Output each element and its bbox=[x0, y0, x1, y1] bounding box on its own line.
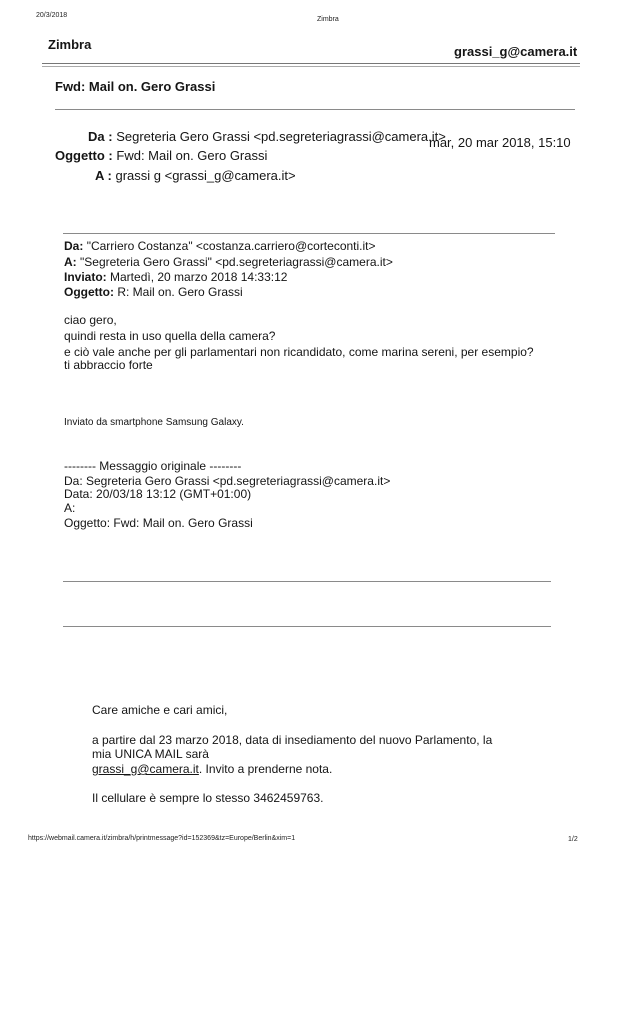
subject-row bbox=[55, 148, 267, 163]
letter-greeting: Care amiche e cari amici, bbox=[92, 703, 228, 717]
print-url: https://webmail.camera.it/zimbra/h/printmessage?id=152369&tz=Europe/Berlin&xim=1 bbox=[28, 835, 296, 842]
quoted-divider bbox=[63, 581, 551, 582]
reply-signature: Inviato da smartphone Samsung Galaxy. bbox=[64, 417, 244, 428]
letter-line: a partire dal 23 marzo 2018, data di insediamento del nuovo Parlamento, la bbox=[92, 733, 493, 747]
reply-subject-label: Oggetto: bbox=[64, 285, 114, 299]
quoted-divider bbox=[63, 626, 551, 627]
to-label: A : bbox=[95, 168, 112, 183]
original-separator: -------- Messaggio originale -------- bbox=[64, 459, 242, 473]
body-divider bbox=[63, 233, 555, 234]
from-label: Da : bbox=[88, 129, 113, 144]
message-subject: Fwd: Mail on. Gero Grassi bbox=[55, 79, 216, 94]
reply-from-label: Da: bbox=[64, 239, 84, 253]
reply-sent-value: Martedì, 20 marzo 2018 14:33:12 bbox=[110, 270, 288, 284]
reply-body-line: e ciò vale anche per gli parlamentari non ricandidato, come marina sereni, per esempio? bbox=[64, 345, 534, 359]
print-date: 20/3/2018 bbox=[36, 12, 68, 19]
reply-subject-value: R: Mail on. Gero Grassi bbox=[117, 285, 243, 299]
subject-divider bbox=[55, 109, 575, 110]
header-divider bbox=[42, 63, 580, 67]
reply-from-value: "Carriero Costanza" <costanza.carriero@corteconti.it> bbox=[86, 239, 376, 253]
print-title: Zimbra bbox=[317, 16, 339, 23]
letter-line-rest: . Invito a prenderne nota. bbox=[198, 762, 333, 776]
reply-subject-row bbox=[64, 286, 243, 299]
reply-sent-label: Inviato: bbox=[64, 270, 107, 284]
original-subject: Oggetto: Fwd: Mail on. Gero Grassi bbox=[64, 516, 253, 530]
reply-to-label: A: bbox=[64, 255, 77, 269]
to-row bbox=[95, 168, 296, 183]
reply-body-line: ti abbraccio forte bbox=[64, 358, 153, 372]
email-link[interactable]: grassi_g@camera.it bbox=[92, 762, 199, 776]
subject-value: Fwd: Mail on. Gero Grassi bbox=[116, 148, 268, 163]
original-from: Da: Segreteria Gero Grassi <pd.segreteriagrassi@camera.it> bbox=[64, 474, 391, 488]
from-row bbox=[88, 129, 446, 144]
brand-name: Zimbra bbox=[48, 37, 92, 52]
subject-label: Oggetto : bbox=[55, 148, 113, 163]
account-email: grassi_g@camera.it bbox=[454, 44, 578, 59]
original-date: Data: 20/03/18 13:12 (GMT+01:00) bbox=[64, 487, 252, 501]
message-date: mar, 20 mar 2018, 15:10 bbox=[429, 135, 571, 150]
reply-from-row bbox=[64, 240, 376, 253]
reply-body-line: quindi resta in uso quella della camera? bbox=[64, 329, 276, 343]
original-to: A: bbox=[64, 501, 76, 515]
reply-to-value: "Segreteria Gero Grassi" <pd.segreteriagrassi@camera.it> bbox=[80, 255, 393, 269]
letter-phone: Il cellulare è sempre lo stesso 3462459763. bbox=[92, 791, 324, 805]
letter-line: mia UNICA MAIL sarà bbox=[92, 747, 209, 761]
from-value: Segreteria Gero Grassi <pd.segreteriagrassi@camera.it> bbox=[116, 129, 446, 144]
reply-sent-row bbox=[64, 271, 287, 284]
to-value: grassi g <grassi_g@camera.it> bbox=[115, 168, 296, 183]
reply-body-line: ciao gero, bbox=[64, 313, 117, 327]
page-number: 1/2 bbox=[568, 836, 578, 843]
reply-to-row bbox=[64, 256, 393, 269]
letter-line bbox=[92, 763, 332, 776]
